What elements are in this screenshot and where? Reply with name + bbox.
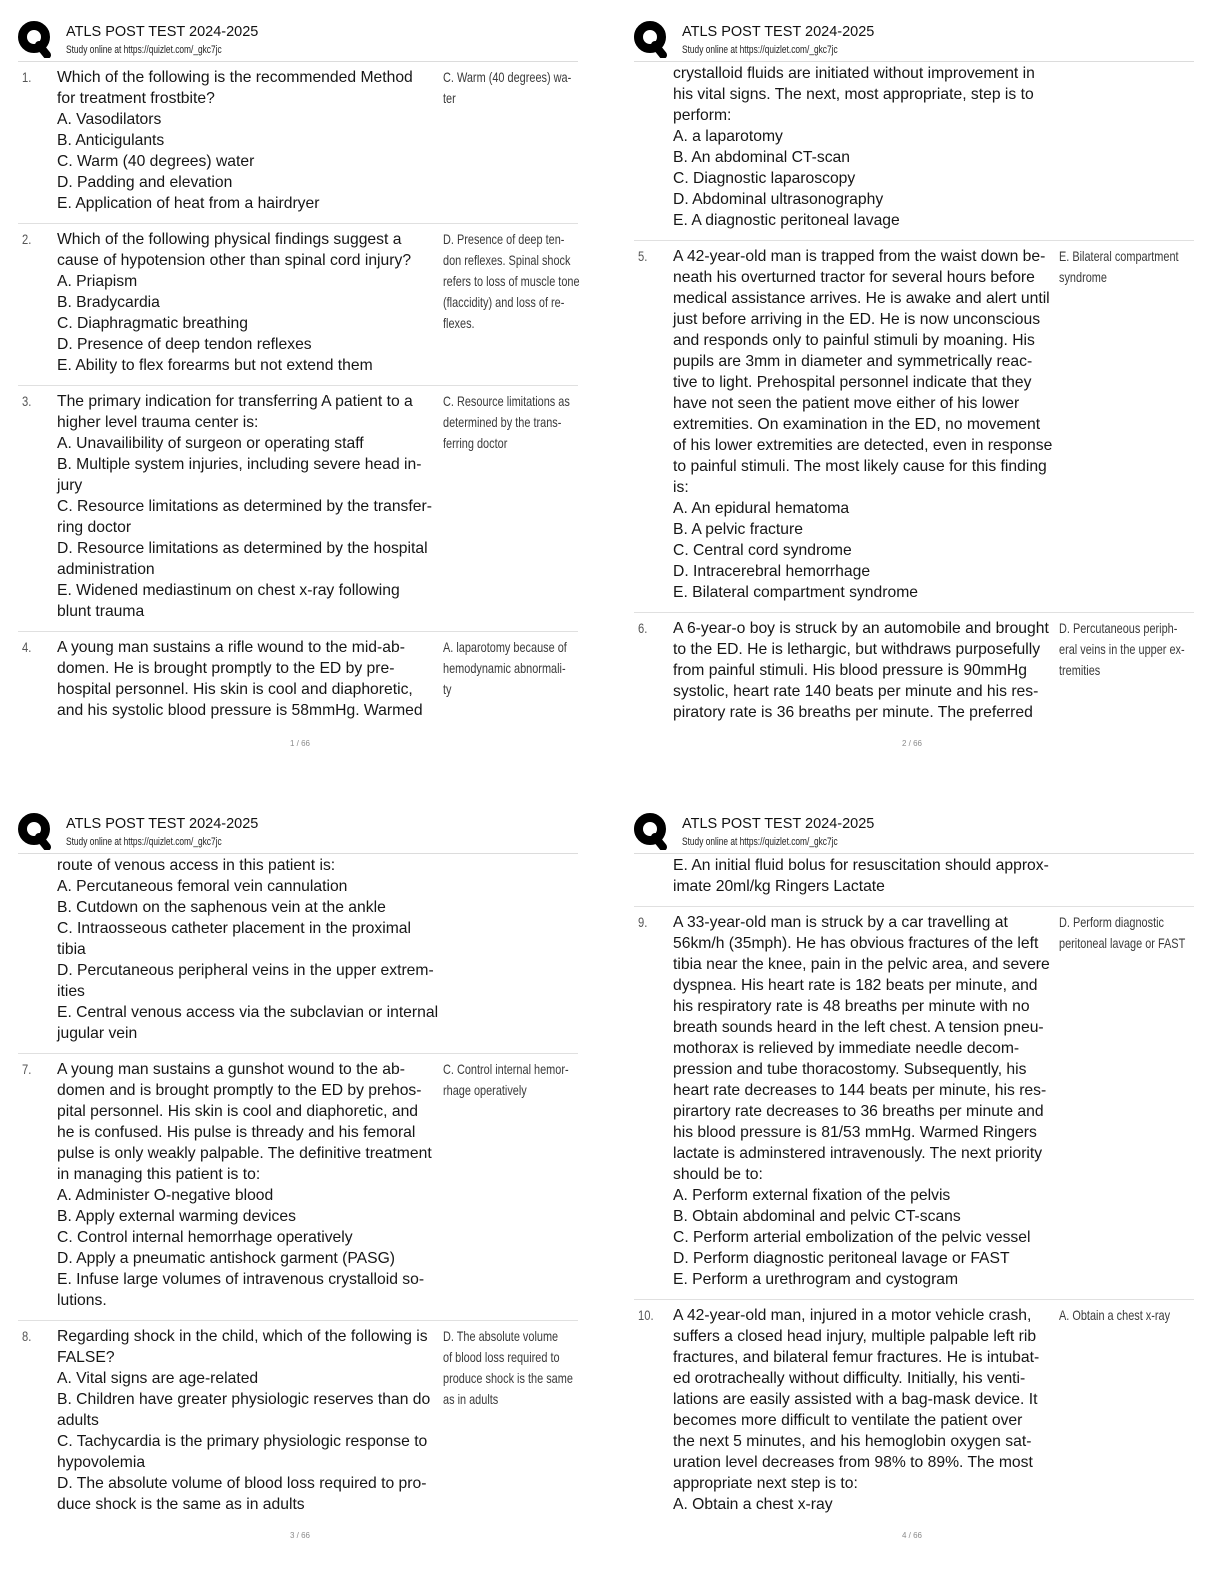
answer-text: [443, 1326, 612, 1410]
question-list: [18, 62, 578, 730]
answer-line: D. Presence of deep ten-: [443, 231, 565, 247]
quizlet-logo-icon: [634, 20, 668, 58]
question-line: pital personnel. His skin is cool and diaphoretic, and: [57, 1103, 419, 1120]
page-header: [634, 0, 1194, 62]
question-item: [18, 1054, 578, 1321]
question-line: cause of hypotension other than spinal cord injury?: [57, 252, 412, 269]
answer-line: determined by the trans-: [443, 414, 562, 430]
question-line: A 6-year-o boy is struck by an automobile and brought: [673, 620, 1049, 637]
question-line: A. Vasodilators: [57, 111, 162, 128]
question-line: ities: [57, 983, 85, 1000]
answer-text: [1059, 246, 1224, 288]
question-number: 8.: [22, 1328, 32, 1344]
question-line: E. Application of heat from a hairdryer: [57, 195, 320, 212]
quizlet-logo-icon: [18, 20, 52, 58]
question-item: [18, 62, 578, 224]
question-line: B. Bradycardia: [57, 294, 160, 311]
question-line: A. Percutaneous femoral vein cannulation: [57, 878, 348, 895]
question-line: fractures, and bilateral femur fractures. He is intubat-: [673, 1349, 1040, 1366]
question-number: 7.: [22, 1061, 32, 1077]
question-line: B. Cutdown on the saphenous vein at the ankle: [57, 899, 386, 916]
question-line: becomes more difficult to ventilate the patient over: [673, 1412, 1023, 1429]
page-header: [18, 792, 578, 854]
question-line: administration: [57, 561, 155, 578]
question-number: 3.: [22, 393, 32, 409]
question-text: [57, 391, 441, 622]
answer-text: [443, 1059, 612, 1101]
question-line: D. Percutaneous peripheral veins in the upper extrem-: [57, 962, 434, 979]
question-line: pression and tube thoracostomy. Subsequently, his: [673, 1061, 1027, 1078]
question-line: C. Perform arterial embolization of the pelvic vessel: [673, 1229, 1031, 1246]
page-number: 2 / 66: [901, 739, 922, 748]
answer-text: [1059, 912, 1224, 954]
study-online-link[interactable]: Study online at https://quizlet.com/_gkc7jc: [682, 836, 838, 848]
document-title: ATLS POST TEST 2024-2025: [66, 816, 259, 832]
question-line: tibia: [57, 941, 86, 958]
question-line: to painful stimuli. The most likely cause for this finding: [673, 458, 1047, 475]
question-line: E. Infuse large volumes of intravenous crystalloid so-: [57, 1271, 425, 1288]
page-content: [18, 792, 578, 1524]
question-line: uration level decreases from 98% to 89%. The most: [673, 1454, 1033, 1471]
question-line: pulse is only weakly palpable. The definitive treatment: [57, 1145, 432, 1162]
answer-line: as in adults: [443, 1391, 499, 1407]
answer-line: tremities: [1059, 662, 1101, 678]
question-line: ed orotracheally without difficulty. Initially, his venti-: [673, 1370, 1026, 1387]
question-line: suffers a closed head injury, multiple palpable left rib: [673, 1328, 1037, 1345]
answer-text: [443, 67, 612, 109]
question-line: is:: [673, 479, 689, 496]
answer-line: (flaccidity) and loss of re-: [443, 294, 565, 310]
question-line: adults: [57, 1412, 99, 1429]
question-text: [673, 1305, 1057, 1515]
question-line: C. Diagnostic laparoscopy: [673, 170, 856, 187]
answer-text: [1059, 618, 1224, 681]
question-number: 10.: [638, 1307, 654, 1323]
question-line: should be to:: [673, 1166, 763, 1183]
question-line: D. Presence of deep tendon reflexes: [57, 336, 312, 353]
question-line: extremities. On examination in the ED, no movement: [673, 416, 1041, 433]
answer-line: A. laparotomy because of: [443, 639, 567, 655]
question-line: ring doctor: [57, 519, 132, 536]
question-line: and responds only to painful stimuli by moaning. His: [673, 332, 1035, 349]
question-line: C. Central cord syndrome: [673, 542, 852, 559]
question-line: lations are easily assisted with a bag-mask device. It: [673, 1391, 1038, 1408]
answer-line: D. Percutaneous periph-: [1059, 620, 1178, 636]
question-line: D. Perform diagnostic peritoneal lavage or FAST: [673, 1250, 1010, 1267]
question-line: mothorax is relieved by immediate needle decom-: [673, 1040, 1020, 1057]
question-line: B. Anticigulants: [57, 132, 165, 149]
question-text: [57, 855, 441, 1044]
study-online-link[interactable]: Study online at https://quizlet.com/_gkc7jc: [66, 44, 222, 56]
question-line: A 42-year-old man is trapped from the waist down be-: [673, 248, 1046, 265]
question-line: medical assistance arrives. He is awake and alert until: [673, 290, 1050, 307]
question-line: E. Widened mediastinum on chest x-ray following: [57, 582, 400, 599]
question-line: neath his overturned tractor for several hours before: [673, 269, 1035, 286]
question-line: D. Resource limitations as determined by the hospital: [57, 540, 428, 557]
question-line: and his systolic blood pressure is 58mmHg. Warmed: [57, 702, 423, 719]
question-line: he is confused. His pulse is thready and his femoral: [57, 1124, 416, 1141]
question-number: 6.: [638, 620, 648, 636]
question-line: piratory rate is 36 breaths per minute. The preferred: [673, 704, 1033, 721]
question-line: appropriate next step is to:: [673, 1475, 858, 1492]
question-line: FALSE?: [57, 1349, 115, 1366]
question-number: 5.: [638, 248, 648, 264]
question-line: higher level trauma center is:: [57, 414, 259, 431]
question-line: pirartory rate decreases to 36 breaths per minute and: [673, 1103, 1044, 1120]
answer-line: eral veins in the upper ex-: [1059, 641, 1185, 657]
question-line: C. Resource limitations as determined by the transfer-: [57, 498, 432, 515]
question-line: dyspnea. His heart rate is 182 beats per minute, and: [673, 977, 1038, 994]
answer-line: syndrome: [1059, 269, 1107, 285]
question-item: [634, 613, 1194, 732]
study-online-link[interactable]: Study online at https://quizlet.com/_gkc7jc: [66, 836, 222, 848]
question-text: [57, 637, 441, 721]
question-line: blunt trauma: [57, 603, 145, 620]
question-line: his respiratory rate is 48 breaths per minute with no: [673, 998, 1030, 1015]
question-text: [673, 912, 1057, 1290]
question-line: heart rate decreases to 144 beats per minute, his res-: [673, 1082, 1047, 1099]
question-list: [634, 62, 1194, 732]
question-line: B. Apply external warming devices: [57, 1208, 296, 1225]
question-item: [18, 224, 578, 386]
question-line: A. Perform external fixation of the pelvis: [673, 1187, 951, 1204]
question-text: [673, 855, 1057, 897]
question-line: B. An abdominal CT-scan: [673, 149, 851, 166]
answer-text: [443, 229, 612, 334]
question-line: duce shock is the same as in adults: [57, 1496, 305, 1513]
question-number: 4.: [22, 639, 32, 655]
question-list: [18, 854, 578, 1524]
question-line: hospital personnel. His skin is cool and diaphoretic,: [57, 681, 413, 698]
question-line: tibia near the knee, pain in the pelvic area, and severe: [673, 956, 1050, 973]
question-item: [634, 907, 1194, 1300]
document-title: ATLS POST TEST 2024-2025: [66, 24, 259, 40]
question-line: his vital signs. The next, most appropriate, step is to: [673, 86, 1034, 103]
question-line: A. a laparotomy: [673, 128, 783, 145]
document-title: ATLS POST TEST 2024-2025: [682, 816, 875, 832]
question-line: 56km/h (35mph). He has obvious fractures of the left: [673, 935, 1039, 952]
question-line: for treatment frostbite?: [57, 90, 215, 107]
answer-line: C. Control internal hemor-: [443, 1061, 569, 1077]
question-line: his blood pressure is 81/53 mmHg. Warmed Ringers: [673, 1124, 1037, 1141]
answer-line: C. Warm (40 degrees) wa-: [443, 69, 572, 85]
page-content: [634, 0, 1194, 732]
quizlet-logo-icon: [18, 812, 52, 850]
page-content: [634, 792, 1194, 1524]
question-line: lactate is adminstered intravenously. The next priority: [673, 1145, 1043, 1162]
question-line: E. Ability to flex forearms but not extend them: [57, 357, 373, 374]
answer-line: don reflexes. Spinal shock: [443, 252, 571, 268]
question-line: E. Central venous access via the subclavian or internal: [57, 1004, 439, 1021]
question-line: E. A diagnostic peritoneal lavage: [673, 212, 900, 229]
question-line: C. Tachycardia is the primary physiologic response to: [57, 1433, 428, 1450]
page-4: [612, 792, 1224, 1584]
answer-line: ferring doctor: [443, 435, 508, 451]
question-line: of his lower extremities are detected, even in response: [673, 437, 1053, 454]
question-line: D. Padding and elevation: [57, 174, 233, 191]
question-line: domen. He is brought promptly to the ED by pre-: [57, 660, 395, 677]
answer-line: A. Obtain a chest x-ray: [1059, 1307, 1171, 1323]
question-line: breath sounds heard in the left chest. A tension pneu-: [673, 1019, 1044, 1036]
question-line: perform:: [673, 107, 732, 124]
answer-line: rhage operatively: [443, 1082, 527, 1098]
question-text: [57, 1326, 441, 1515]
question-line: A. An epidural hematoma: [673, 500, 850, 517]
question-line: A. Vital signs are age-related: [57, 1370, 259, 1387]
question-number: 9.: [638, 914, 648, 930]
question-line: A. Obtain a chest x-ray: [673, 1496, 833, 1513]
question-item: [18, 1321, 578, 1524]
question-text: [57, 229, 441, 376]
question-text: [57, 1059, 441, 1311]
question-number: 1.: [22, 69, 32, 85]
quizlet-logo-icon: [634, 812, 668, 850]
question-item: [634, 1300, 1194, 1524]
question-line: in managing this patient is to:: [57, 1166, 261, 1183]
answer-line: E. Bilateral compartment: [1059, 248, 1179, 264]
question-line: A young man sustains a rifle wound to the mid-ab-: [57, 639, 405, 656]
question-number: 2.: [22, 231, 32, 247]
question-line: E. Bilateral compartment syndrome: [673, 584, 918, 601]
question-line: A. Priapism: [57, 273, 138, 290]
question-line: B. A pelvic fracture: [673, 521, 803, 538]
page-number: 4 / 66: [901, 1531, 922, 1540]
answer-line: peritoneal lavage or FAST: [1059, 935, 1186, 951]
question-line: A. Unavailibility of surgeon or operating staff: [57, 435, 364, 452]
page-3: [0, 792, 612, 1584]
answer-line: hemodynamic abnormali-: [443, 660, 566, 676]
question-continuation: [634, 854, 1194, 907]
question-line: C. Control internal hemorrhage operatively: [57, 1229, 353, 1246]
question-line: D. Apply a pneumatic antishock garment (PASG): [57, 1250, 396, 1267]
question-line: B. Obtain abdominal and pelvic CT-scans: [673, 1208, 961, 1225]
answer-line: of blood loss required to: [443, 1349, 560, 1365]
page-content: [18, 0, 578, 730]
question-line: Which of the following physical findings suggest a: [57, 231, 402, 248]
answer-text: [1059, 1305, 1224, 1326]
page-header: [18, 0, 578, 62]
question-line: the next 5 minutes, and his hemoglobin oxygen sat-: [673, 1433, 1032, 1450]
question-line: A. Administer O-negative blood: [57, 1187, 274, 1204]
question-line: D. Intracerebral hemorrhage: [673, 563, 871, 580]
answer-line: refers to loss of muscle tone: [443, 273, 580, 289]
study-online-link[interactable]: Study online at https://quizlet.com/_gkc7jc: [682, 44, 838, 56]
answer-line: D. The absolute volume: [443, 1328, 559, 1344]
page-1: [0, 0, 612, 792]
question-line: domen and is brought promptly to the ED by prehos-: [57, 1082, 422, 1099]
answer-line: ter: [443, 90, 456, 106]
page-number: 3 / 66: [289, 1531, 310, 1540]
question-line: B. Children have greater physiologic reserves than do: [57, 1391, 431, 1408]
question-line: The primary indication for transferring A patient to a: [57, 393, 413, 410]
question-list: [634, 854, 1194, 1524]
question-line: imate 20ml/kg Ringers Lactate: [673, 878, 885, 895]
answer-line: C. Resource limitations as: [443, 393, 570, 409]
answer-text: [443, 391, 612, 454]
question-item: [634, 241, 1194, 613]
question-text: [673, 246, 1057, 603]
page-2: [612, 0, 1224, 792]
question-line: C. Diaphragmatic breathing: [57, 315, 248, 332]
question-item: [18, 632, 578, 730]
question-line: pupils are 3mm in diameter and symmetrically reac-: [673, 353, 1033, 370]
question-line: lutions.: [57, 1292, 107, 1309]
answer-line: produce shock is the same: [443, 1370, 573, 1386]
question-text: [673, 63, 1057, 231]
question-line: A 33-year-old man is struck by a car travelling at: [673, 914, 1008, 931]
question-item: [18, 386, 578, 632]
page-header: [634, 792, 1194, 854]
question-line: to the ED. He is lethargic, but withdraws purposefully: [673, 641, 1041, 658]
question-line: B. Multiple system injuries, including severe head in-: [57, 456, 422, 473]
question-line: A young man sustains a gunshot wound to the ab-: [57, 1061, 405, 1078]
question-line: crystalloid fluids are initiated without improvement in: [673, 65, 1035, 82]
question-line: just before arriving in the ED. He is now unconscious: [673, 311, 1041, 328]
question-line: D. The absolute volume of blood loss required to pro-: [57, 1475, 427, 1492]
question-line: Regarding shock in the child, which of the following is: [57, 1328, 428, 1345]
question-line: jury: [57, 477, 83, 494]
question-continuation: [18, 854, 578, 1054]
answer-line: D. Perform diagnostic: [1059, 914, 1164, 930]
answer-text: [443, 637, 612, 700]
question-line: C. Warm (40 degrees) water: [57, 153, 255, 170]
question-line: C. Intraosseous catheter placement in the proximal: [57, 920, 412, 937]
question-line: systolic, heart rate 140 beats per minute and his res-: [673, 683, 1039, 700]
question-line: E. Perform a urethrogram and cystogram: [673, 1271, 959, 1288]
page-number: 1 / 66: [289, 739, 310, 748]
question-line: A 42-year-old man, injured in a motor vehicle crash,: [673, 1307, 1032, 1324]
document-title: ATLS POST TEST 2024-2025: [682, 24, 875, 40]
question-line: Which of the following is the recommended Method: [57, 69, 413, 86]
question-continuation: [634, 62, 1194, 241]
question-text: [57, 67, 441, 214]
question-line: from painful stimuli. His blood pressure is 90mmHg: [673, 662, 1027, 679]
question-line: tive to light. Prehospital personnel indicate that they: [673, 374, 1032, 391]
answer-line: flexes.: [443, 315, 475, 331]
question-text: [673, 618, 1057, 723]
question-line: E. An initial fluid bolus for resuscitation should approx-: [673, 857, 1049, 874]
question-line: D. Abdominal ultrasonography: [673, 191, 884, 208]
question-line: have not seen the patient move either of his lower: [673, 395, 1020, 412]
question-line: hypovolemia: [57, 1454, 146, 1471]
question-line: route of venous access in this patient is:: [57, 857, 336, 874]
answer-line: ty: [443, 681, 452, 697]
question-line: jugular vein: [57, 1025, 138, 1042]
